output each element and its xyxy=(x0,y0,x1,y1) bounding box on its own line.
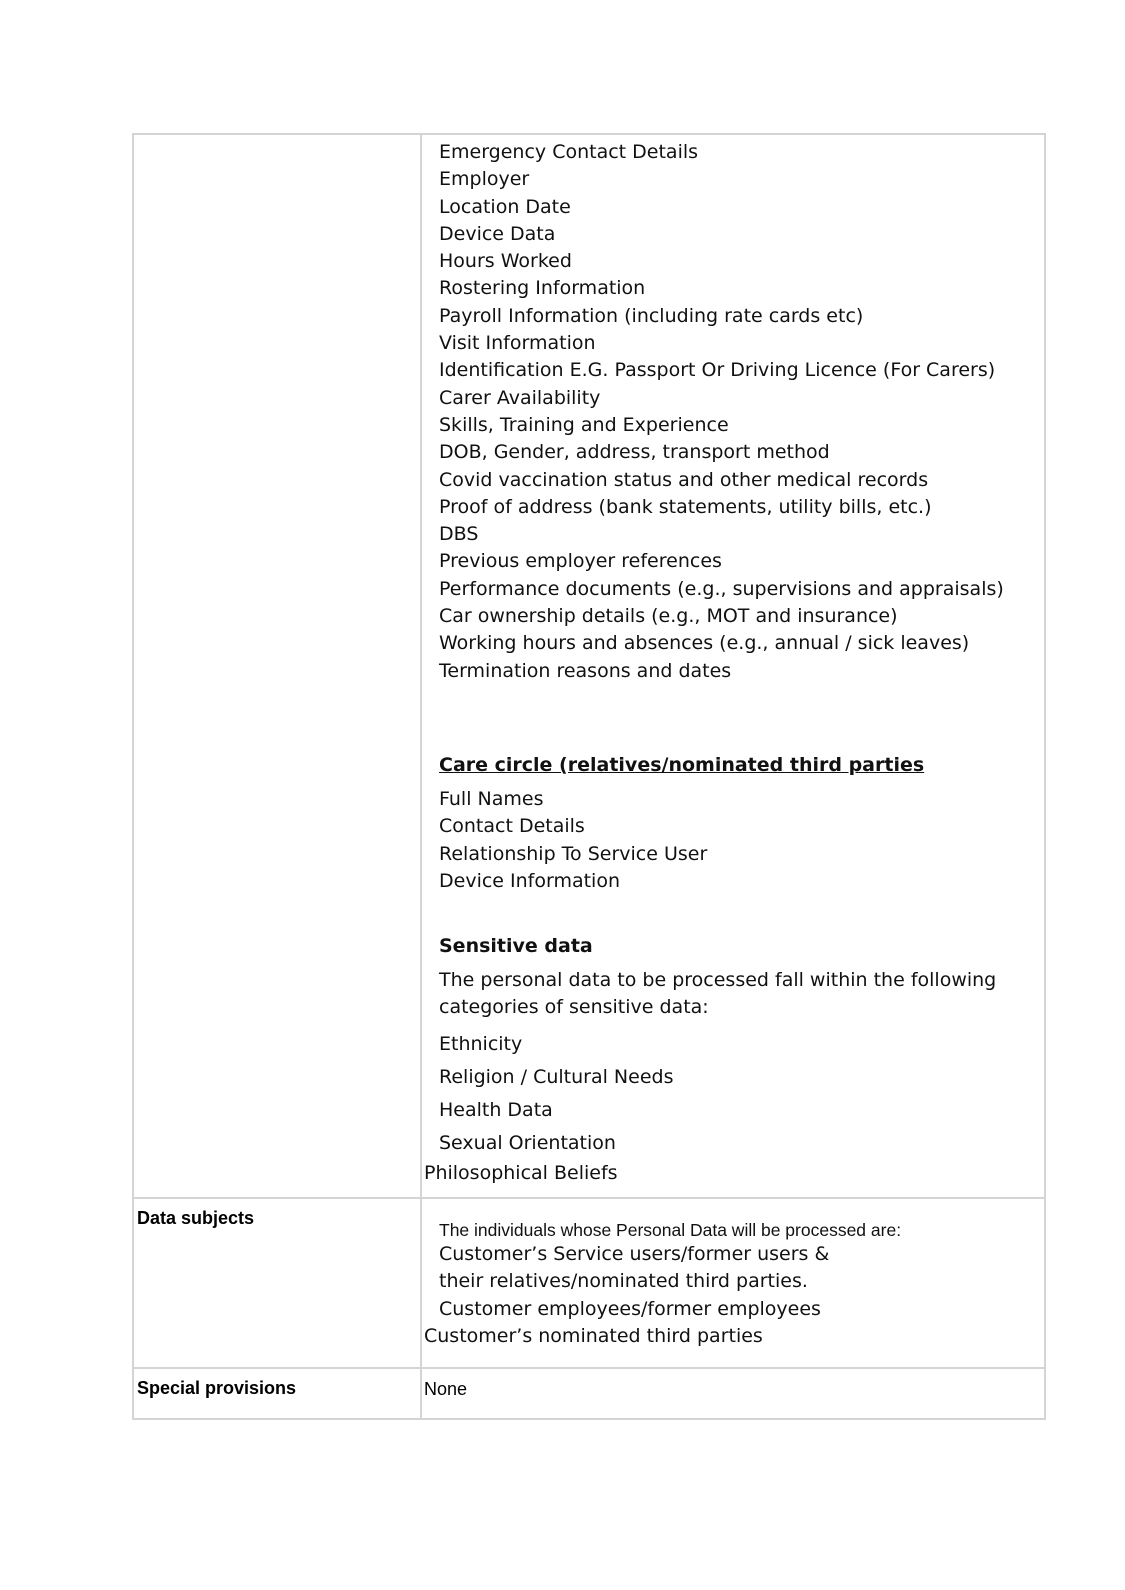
list-item: Device Information xyxy=(439,869,621,892)
special-provisions-label: Special provisions xyxy=(133,1368,421,1419)
list-item: Covid vaccination status and other medical records xyxy=(439,468,929,491)
list-item: Relationship To Service User xyxy=(439,842,708,865)
row-label-empty xyxy=(133,134,421,1198)
list-item: Previous employer references xyxy=(439,550,722,573)
list-item: DOB, Gender, address, transport method xyxy=(439,441,830,464)
list-item: Working hours and absences (e.g., annual / sick leaves) xyxy=(439,632,970,655)
list-item: Religion / Cultural Needs xyxy=(439,1065,674,1088)
sensitive-data-intro: The personal data to be processed fall within the following categories of sensitive data: xyxy=(439,969,997,1019)
list-item: Visit Information xyxy=(439,332,596,355)
list-item: Emergency Contact Details xyxy=(439,141,699,163)
list-item: Identification E.G. Passport Or Driving Licence (For Carers) xyxy=(439,359,996,382)
special-provisions-value: None xyxy=(424,1379,468,1399)
list-item: Philosophical Beliefs xyxy=(424,1161,618,1184)
table-row xyxy=(133,1198,1045,1368)
list-item: Termination reasons and dates xyxy=(439,659,732,682)
care-circle-heading: Care circle (relatives/nominated third parties xyxy=(439,753,925,776)
list-item: Full Names xyxy=(439,787,544,810)
list-item: Carer Availability xyxy=(439,386,601,409)
data-subjects-cell xyxy=(421,1198,1045,1368)
list-item: Skills, Training and Experience xyxy=(439,413,729,436)
list-item: Proof of address (bank statements, utility bills, etc.) xyxy=(439,495,932,518)
list-item: Customer’s nominated third parties xyxy=(424,1324,763,1347)
list-item: Customer employees/former employees xyxy=(439,1297,821,1320)
list-item: Payroll Information (including rate cards etc) xyxy=(439,304,864,327)
table-row xyxy=(133,134,1045,1198)
section1-list xyxy=(422,139,1044,1160)
data-subjects-label: Data subjects xyxy=(133,1198,421,1368)
list-item: Location Date xyxy=(439,195,571,218)
list-item: Ethnicity xyxy=(439,1032,523,1055)
list-item: Performance documents (e.g., supervisions and appraisals) xyxy=(439,577,1004,600)
list-item: Sexual Orientation xyxy=(439,1131,616,1154)
list-item: Health Data xyxy=(439,1098,553,1121)
list-item: Device Data xyxy=(439,222,556,245)
data-processing-table xyxy=(132,133,1046,1420)
special-provisions-cell xyxy=(421,1368,1045,1419)
sensitive-data-heading: Sensitive data xyxy=(439,935,593,958)
personal-data-cell xyxy=(421,134,1045,1198)
list-item: DBS xyxy=(439,523,479,546)
list-item: Hours Worked xyxy=(439,250,572,273)
list-item: Employer xyxy=(439,168,530,191)
data-subjects-intro: The individuals whose Personal Data will be processed are: xyxy=(439,1220,902,1240)
table-row xyxy=(133,1368,1045,1419)
list-item: Car ownership details (e.g., MOT and insurance) xyxy=(439,605,898,628)
list-item: Contact Details xyxy=(439,815,585,838)
list-item: Customer’s Service users/former users & their relatives/nominated third parties. xyxy=(439,1243,830,1293)
list-item: Rostering Information xyxy=(439,277,646,300)
